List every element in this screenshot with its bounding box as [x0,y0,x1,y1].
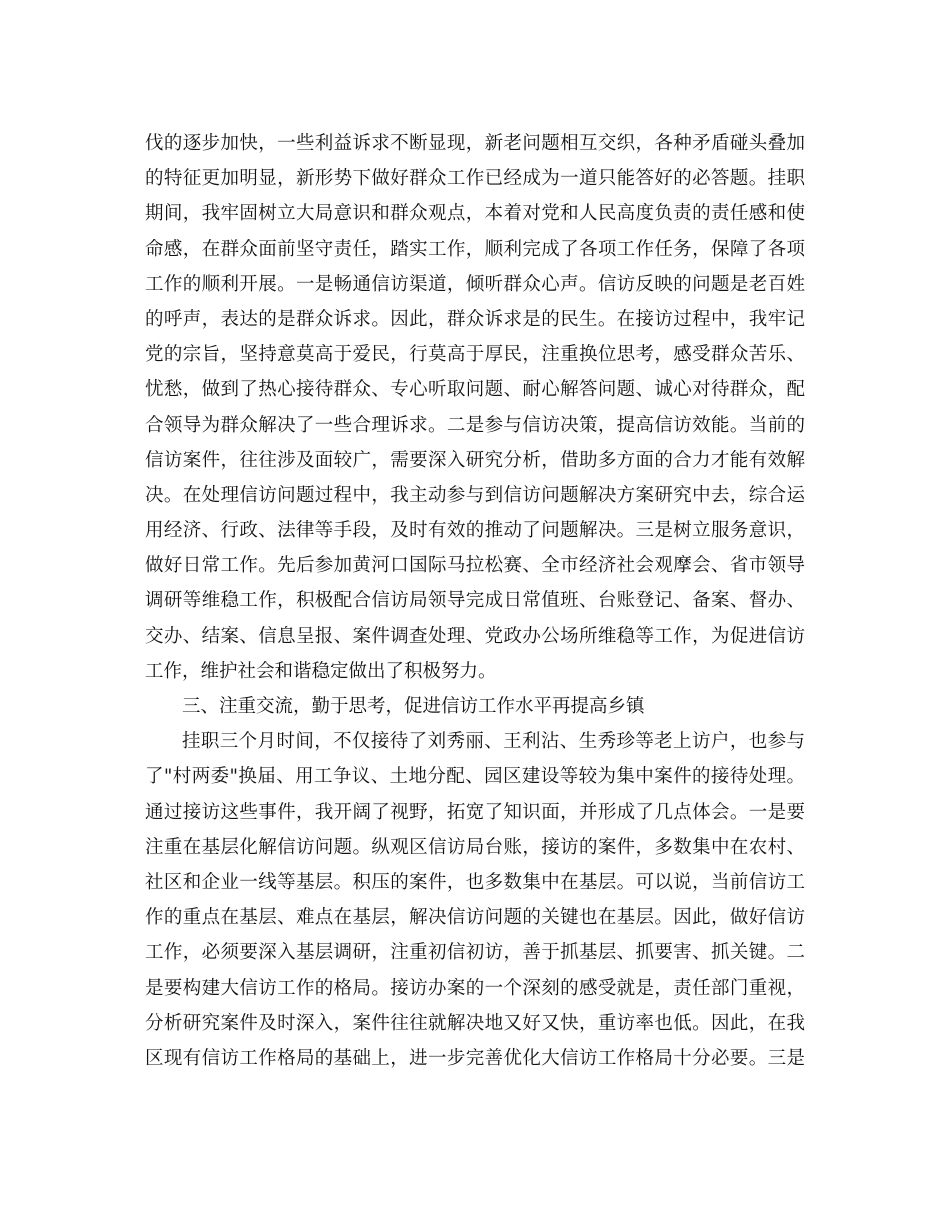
text-line: 的特征更加明显，新形势下做好群众工作已经成为一道只能答好的必答题。挂职 [145,168,805,190]
text-line: 党的宗旨，坚持意莫高于爱民，行莫高于厚民，注重换位思考，感受群众苦乐、 [145,344,805,366]
section-heading: 三、注重交流，勤于思考，促进信访工作水平再提高乡镇 [182,696,645,717]
text-line: 分析研究案件及时深入，案件往往就解决地又好又快，重访率也低。因此，在我 [145,1012,805,1034]
text-line: 社区和企业一线等基层。积压的案件，也多数集中在基层。可以说，当前信访工 [145,871,805,893]
text-line: 交办、结案、信息呈报、案件调查处理、党政办公场所维稳等工作，为促进信访 [145,625,805,647]
text-line: 的呼声，表达的是群众诉求。因此，群众诉求是的民生。在接访过程中，我牢记 [145,308,805,330]
text-line: 区现有信访工作格局的基础上，进一步完善优化大信访工作格局十分必要。三是 [145,1047,805,1069]
text-line: 工作，必须要深入基层调研，注重初信初访，善于抓基层、抓要害、抓关键。二 [145,942,805,964]
text-line: 作的重点在基层、难点在基层，解决信访问题的关键也在基层。因此，做好信访 [145,907,805,929]
text-line: 注重在基层化解信访问题。纵观区信访局台账，接访的案件，多数集中在农村、 [145,836,805,858]
text-line: 期间，我牢固树立大局意识和群众观点，本着对党和人民高度负责的责任感和使 [145,203,805,225]
text-line: 做好日常工作。先后参加黄河口国际马拉松赛、全市经济社会观摩会、省市领导 [145,555,805,577]
text-line: 调研等维稳工作，积极配合信访局领导完成日常值班、台账登记、备案、督办、 [145,590,805,612]
text-line: 伐的逐步加快，一些利益诉求不断显现，新老问题相互交织，各种矛盾碰头叠加 [145,133,805,154]
text-line: 信访案件，往往涉及面较广，需要深入研究分析，借助多方面的合力才能有效解 [145,449,805,471]
text-line: 决。在处理信访问题过程中，我主动参与到信访问题解决方案研究中去，综合运 [145,484,805,506]
paragraph-2 [145,724,805,1076]
document-body [145,126,805,1076]
text-line: 了"村两委"换届、用工争议、土地分配、园区建设等较为集中案件的接待处理。 [145,766,805,788]
text-line: 忧愁，做到了热心接待群众、专心听取问题、耐心解答问题、诚心对待群众，配 [145,379,805,401]
text-line: 工作的顺利开展。一是畅通信访渠道，倾听群众心声。信访反映的问题是老百姓 [145,273,805,295]
text-line: 命感，在群众面前坚守责任，踏实工作，顺利完成了各项工作任务，保障了各项 [145,238,805,260]
text-line: 工作，维护社会和谐稳定做出了积极努力。 [145,660,497,682]
text-line: 通过接访这些事件，我开阔了视野，拓宽了知识面，并形成了几点体会。一是要 [145,801,805,823]
text-line: 挂职三个月时间，不仅接待了刘秀丽、王利沾、生秀珍等老上访户，也参与 [182,731,805,753]
text-line: 是要构建大信访工作的格局。接访办案的一个深刻的感受就是，责任部门重视， [145,977,805,999]
paragraph-1 [145,126,805,689]
text-line: 用经济、行政、法律等手段，及时有效的推动了问题解决。三是树立服务意识， [145,520,805,542]
text-line: 合领导为群众解决了一些合理诉求。二是参与信访决策，提高信访效能。当前的 [145,414,805,436]
